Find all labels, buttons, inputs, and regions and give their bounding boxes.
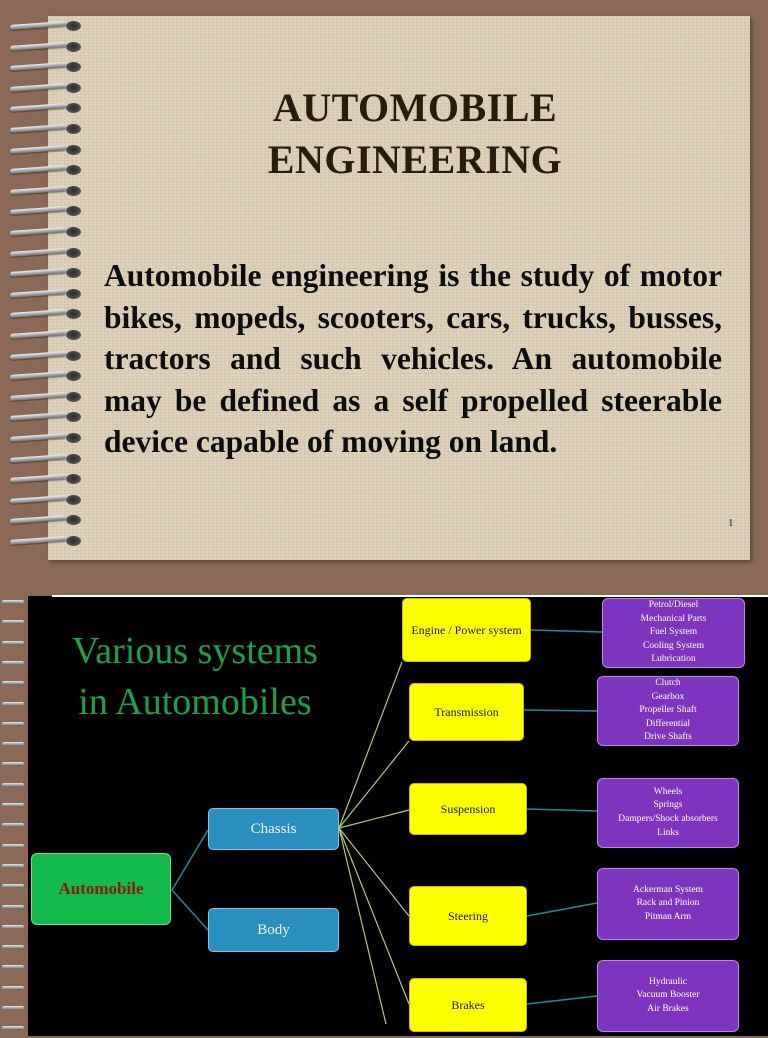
system-node-steering: Steering — [409, 886, 527, 946]
detail-item: Dampers/Shock absorbers — [618, 814, 718, 824]
ring-hole — [66, 289, 81, 299]
detail-item: Fuel System — [649, 627, 698, 638]
system-node-transmission: Transmission — [409, 683, 524, 741]
branch-node-chassis: Chassis — [208, 808, 339, 850]
ring-wire — [10, 124, 66, 133]
detail-item: Drive Shafts — [644, 732, 692, 743]
detail-item: Springs — [653, 800, 683, 811]
ring-hole — [66, 433, 81, 443]
connector-chassis-engine — [339, 662, 402, 828]
ring-hole — [66, 165, 81, 175]
detail-box-transmission — [597, 676, 739, 746]
ring-hole — [66, 21, 81, 31]
spiral-ring — [6, 535, 86, 547]
ring-wire — [10, 474, 66, 483]
connector-chassis-transmission — [339, 741, 409, 828]
spiral-ring — [6, 82, 86, 94]
connector-root-chassis — [172, 830, 208, 890]
ring-wire — [10, 186, 66, 195]
spiral-binding-icon — [6, 20, 86, 560]
connector-transmission-details — [524, 710, 597, 711]
spiral-ring — [6, 205, 86, 217]
detail-item: Petrol/Diesel — [648, 600, 699, 611]
system-node-engine: Engine / Power system — [402, 598, 531, 662]
spiral-ring — [6, 226, 86, 238]
connector-engine-details — [531, 630, 602, 632]
detail-item: Propeller Shaft — [639, 705, 697, 716]
ring-wire — [10, 83, 66, 92]
ring-wire — [10, 62, 66, 71]
ring-hole — [66, 454, 81, 464]
ring-wire — [10, 371, 66, 380]
ring-hole — [66, 206, 81, 216]
ring-hole — [66, 351, 81, 361]
spiral-ring — [6, 164, 86, 176]
ring-wire — [10, 103, 66, 112]
ring-wire — [10, 515, 66, 524]
detail-item: Rack and Pinion — [636, 898, 700, 909]
spiral-ring — [6, 350, 86, 362]
title-line-2: ENGINEERING — [267, 137, 563, 182]
ring-wire — [10, 330, 66, 339]
ring-wire — [10, 309, 66, 318]
ring-hole — [66, 124, 81, 134]
detail-item: Links — [657, 827, 679, 838]
spiral-ring — [6, 288, 86, 300]
title-line-1: AUTOMOBILE — [272, 85, 558, 130]
intro-paragraph: Automobile engineering is the study of motor bikes, mopeds, scooters, cars, trucks, busses, tractors and such vehicles. An automobile may be defined as a self propelled steerable device capable of moving on land. — [104, 258, 722, 459]
spiral-ring — [6, 41, 86, 53]
detail-box-steering — [597, 868, 739, 940]
detail-item: Lubrication — [651, 654, 696, 665]
ring-hole — [66, 145, 81, 155]
ring-wire — [10, 227, 66, 236]
detail-item: Cooling System — [643, 640, 704, 651]
spiral-ring — [2, 1024, 28, 1032]
spiral-ring — [6, 494, 86, 506]
detail-item: Mechanical Parts — [640, 613, 707, 624]
ring-hole — [66, 83, 81, 93]
detail-item: Differential — [645, 718, 691, 729]
detail-box-brakes — [597, 960, 739, 1032]
ring-hole — [66, 227, 81, 237]
connector-steering-details — [527, 903, 597, 916]
ring-wire — [10, 392, 66, 401]
spiral-ring — [6, 453, 86, 465]
ring-hole — [66, 186, 81, 196]
ring-wire — [10, 351, 66, 360]
spiral-ring — [6, 308, 86, 320]
spiral-ring — [6, 391, 86, 403]
ring-hole — [66, 392, 81, 402]
spiral-ring — [6, 20, 86, 32]
ring-wire — [10, 268, 66, 277]
detail-item: Vacuum Booster — [636, 990, 700, 1001]
ring-hole — [66, 474, 81, 484]
root-node-automobile: Automobile — [31, 853, 171, 925]
ring-wire — [10, 206, 66, 215]
detail-item: Clutch — [655, 678, 681, 689]
ring-hole — [66, 495, 81, 505]
spiral-ring — [6, 144, 86, 156]
ring-hole — [66, 268, 81, 278]
ring-wire — [10, 21, 66, 30]
spiral-ring — [6, 267, 86, 279]
detail-item: Wheels — [653, 786, 683, 797]
ring-wire — [10, 495, 66, 504]
spiral-ring — [6, 102, 86, 114]
ring-wire — [10, 42, 66, 51]
diagram-heading: Various systems in Automobiles — [72, 630, 318, 723]
detail-item: Ackerman System — [633, 884, 703, 895]
system-node-suspension: Suspension — [409, 783, 527, 835]
ring-hole — [66, 330, 81, 340]
ring-hole — [66, 248, 81, 258]
ring-hole — [66, 309, 81, 319]
spiral-ring — [6, 432, 86, 444]
ring-wire — [10, 289, 66, 298]
branch-node-body: Body — [208, 908, 339, 952]
spiral-ring — [6, 411, 86, 423]
ring-wire — [10, 454, 66, 463]
ring-hole — [66, 371, 81, 381]
detail-item: Hydraulic — [649, 976, 687, 987]
ring-wire — [10, 412, 66, 421]
spiral-ring — [6, 247, 86, 259]
ring-hole — [66, 412, 81, 422]
ring-hole — [66, 536, 81, 546]
connector-suspension-details — [527, 809, 597, 811]
ring-wire — [10, 248, 66, 257]
spiral-ring — [6, 473, 86, 485]
spiral-ring — [6, 123, 86, 135]
spiral-ring — [6, 185, 86, 197]
spiral-ring — [6, 329, 86, 341]
ring-wire — [2, 1026, 24, 1030]
ring-wire — [10, 433, 66, 442]
ring-hole — [66, 103, 81, 113]
connector-chassis-suspension — [339, 810, 409, 828]
systems-slide — [0, 568, 768, 1024]
connector-chassis-brakes — [339, 828, 409, 1004]
ring-hole — [66, 515, 81, 525]
spiral-ring — [6, 370, 86, 382]
ring-wire — [10, 145, 66, 154]
connector-root-body — [172, 890, 208, 930]
ring-hole — [66, 62, 81, 72]
page-number: 1 — [728, 517, 734, 529]
detail-item: Gearbox — [651, 691, 685, 702]
spiral-ring — [6, 514, 86, 526]
ring-wire — [10, 165, 66, 174]
detail-item: Air Brakes — [647, 1003, 689, 1014]
detail-box-engine — [602, 598, 745, 668]
detail-item: Pitman Arm — [644, 911, 692, 922]
slide-title — [200, 82, 630, 186]
spiral-ring — [6, 61, 86, 73]
system-node-brakes: Brakes — [409, 978, 527, 1032]
ring-wire — [10, 536, 66, 545]
detail-box-suspension — [597, 778, 739, 848]
connector-brakes-details — [527, 996, 597, 1004]
ring-hole — [66, 42, 81, 52]
